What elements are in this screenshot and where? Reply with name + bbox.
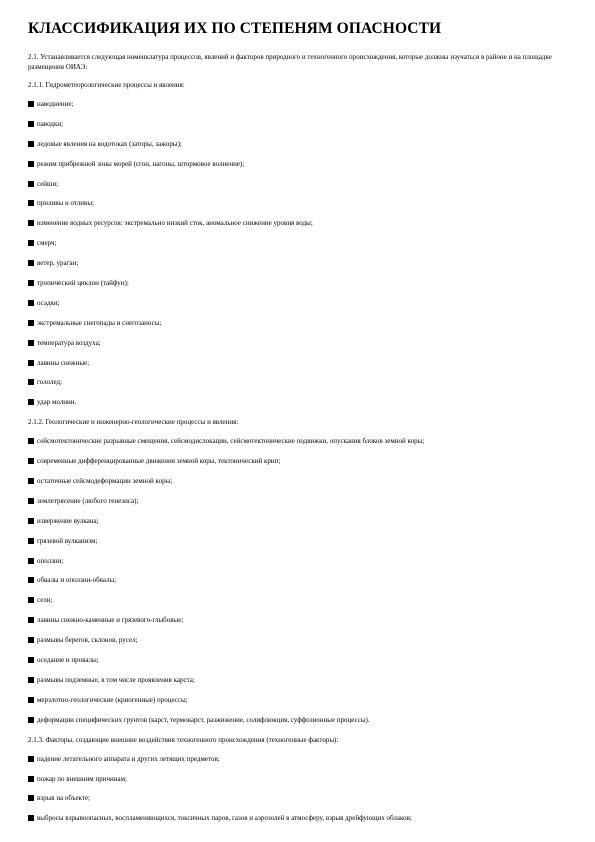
list-item-text: режим прибрежной зоны морей (сгон, нагоны, штормовое волнение);: [37, 159, 245, 168]
intro-paragraph: 2.1. Устанавливается следующая номенклатура процессов, явлений и факторов природного и техногенного происхождения, которые должны изучаться в районе и на площадке размещения ОИАЭ:: [28, 53, 552, 71]
bullet-list: [28, 754, 557, 824]
square-bullet-icon: [28, 399, 34, 405]
list-item-text: осадки;: [37, 298, 60, 307]
square-bullet-icon: [28, 717, 34, 723]
square-bullet-icon: [28, 320, 34, 326]
list-item: [28, 436, 557, 446]
square-bullet-icon: [28, 220, 34, 226]
page-title: КЛАССИФИКАЦИЯ ИХ ПО СТЕПЕНЯМ ОПАСНОСТИ: [28, 20, 442, 37]
list-item-text: ледовые явления на водотоках (заторы, зажоры);: [37, 139, 182, 148]
list-item: [28, 159, 557, 169]
section-heading: 2.1.2. Геологические и инженерно-геологические процессы и явления:: [28, 418, 239, 427]
list-item-text: лавины снежно-каменные и грязевого-глыбовые;: [37, 616, 184, 625]
list-item-text: температура воздуха;: [37, 338, 101, 347]
square-bullet-icon: [28, 181, 34, 187]
list-item: [28, 754, 557, 764]
list-item-text: сели;: [37, 596, 53, 605]
list-item: [28, 358, 557, 368]
square-bullet-icon: [28, 280, 34, 286]
square-bullet-icon: [28, 597, 34, 603]
groups-container: [28, 80, 557, 823]
list-item: [28, 793, 557, 803]
section-group: [28, 735, 557, 824]
list-item-text: сейши;: [37, 179, 59, 188]
square-bullet-icon: [28, 240, 34, 246]
list-item: [28, 258, 557, 268]
square-bullet-icon: [28, 458, 34, 464]
list-item-text: грязевой вулканизм;: [37, 536, 98, 545]
square-bullet-icon: [28, 478, 34, 484]
bullet-list: [28, 99, 557, 407]
list-item: [28, 496, 557, 506]
list-item: [28, 655, 557, 665]
list-item: [28, 119, 557, 129]
list-item: [28, 179, 557, 189]
square-bullet-icon: [28, 795, 34, 801]
list-item: [28, 338, 557, 348]
list-item-text: размывы берегов, склонов, русел;: [37, 636, 138, 645]
square-bullet-icon: [28, 637, 34, 643]
list-item-text: извержение вулкана;: [37, 516, 99, 525]
list-item-text: пожар по внешним причинам;: [37, 774, 127, 783]
list-item: [28, 298, 557, 308]
list-item-text: смерч;: [37, 239, 57, 248]
list-item-text: взрыв на объекте;: [37, 794, 90, 803]
list-item: [28, 516, 557, 526]
square-bullet-icon: [28, 379, 34, 385]
list-item: [28, 238, 557, 248]
section-heading: 2.1.3. Факторы, создающие внешние воздействия техногенного происхождения (техногенные факторы):: [28, 735, 339, 744]
square-bullet-icon: [28, 815, 34, 821]
list-item: [28, 556, 557, 566]
list-item: [28, 635, 557, 645]
list-item: [28, 675, 557, 685]
square-bullet-icon: [28, 657, 34, 663]
square-bullet-icon: [28, 340, 34, 346]
list-item: [28, 278, 557, 288]
list-item: [28, 615, 557, 625]
list-item: [28, 456, 557, 466]
list-item-text: обвалы и оползни-обвалы;: [37, 576, 117, 585]
list-item-text: падение летательного аппарата и других летящих предметов;: [37, 754, 220, 763]
list-item-text: изменение водных ресурсов: экстремально низкий сток, аномальное снижение уровня воды;: [37, 219, 313, 228]
list-item: [28, 377, 557, 387]
square-bullet-icon: [28, 260, 34, 266]
list-item-text: выбросы взрывоопасных, воспламеняющихся, токсичных паров, газов и аэрозолей в атмосферу, взрыв дрейфующих облаков;: [37, 814, 412, 823]
square-bullet-icon: [28, 756, 34, 762]
list-item-text: лавины снежные;: [37, 358, 90, 367]
list-item-text: тропический циклон (тайфун);: [37, 279, 129, 288]
list-item-text: наводнение;: [37, 100, 74, 108]
list-item: [28, 397, 557, 407]
list-item: [28, 99, 557, 109]
list-item: [28, 218, 557, 228]
square-bullet-icon: [28, 498, 34, 504]
list-item-text: деформации специфических грунтов (карст, термокарст, разжижение, солифлюкция, суффозионные процессы).: [37, 715, 370, 724]
square-bullet-icon: [28, 617, 34, 623]
list-item-text: остаточные сейсмодеформации земной коры;: [37, 477, 173, 486]
list-item-text: приливы и отливы;: [37, 199, 94, 208]
list-item: [28, 139, 557, 149]
square-bullet-icon: [28, 360, 34, 366]
list-item: [28, 318, 557, 328]
square-bullet-icon: [28, 161, 34, 167]
list-item-text: размывы подземные, в том числе проявления карста;: [37, 675, 195, 684]
square-bullet-icon: [28, 300, 34, 306]
list-item-text: ветер, ураган;: [37, 259, 79, 268]
list-item: [28, 695, 557, 705]
square-bullet-icon: [28, 200, 34, 206]
list-item-text: экстремальные снегопады и снегозаносы;: [37, 318, 162, 327]
section-heading: 2.1.1. Гидрометеорологические процессы и явления:: [28, 81, 185, 89]
square-bullet-icon: [28, 101, 34, 107]
list-item-text: гололед;: [37, 378, 63, 387]
list-item-text: оседание и провалы;: [37, 656, 99, 665]
list-item-text: паводки;: [37, 119, 64, 128]
list-item: [28, 715, 557, 725]
list-item: [28, 575, 557, 585]
list-item-text: современные дифференцированные движения земной коры, тектонический крип;: [37, 457, 281, 466]
list-item: [28, 476, 557, 486]
list-item-text: мерзлотно-геологические (криогенные) процессы;: [37, 695, 188, 704]
list-item-text: землетрясение (любого генезиса);: [37, 496, 139, 505]
square-bullet-icon: [28, 518, 34, 524]
square-bullet-icon: [28, 577, 34, 583]
list-item-text: удар молнии.: [37, 398, 77, 407]
square-bullet-icon: [28, 438, 34, 444]
list-item-text: сейсмотектонические разрывные смещения, сейсмодислокации, сейсмотектонические подвижки, опускания блоков земной коры;: [37, 437, 425, 446]
list-item-text: оползни;: [37, 556, 64, 565]
square-bullet-icon: [28, 538, 34, 544]
list-item: [28, 595, 557, 605]
section-group: [28, 417, 557, 724]
square-bullet-icon: [28, 776, 34, 782]
square-bullet-icon: [28, 677, 34, 683]
square-bullet-icon: [28, 121, 34, 127]
list-item: [28, 813, 557, 823]
square-bullet-icon: [28, 697, 34, 703]
list-item: [28, 198, 557, 208]
list-item: [28, 536, 557, 546]
square-bullet-icon: [28, 558, 34, 564]
list-item: [28, 774, 557, 784]
bullet-list: [28, 436, 557, 724]
square-bullet-icon: [28, 141, 34, 147]
section-group: [28, 80, 557, 407]
